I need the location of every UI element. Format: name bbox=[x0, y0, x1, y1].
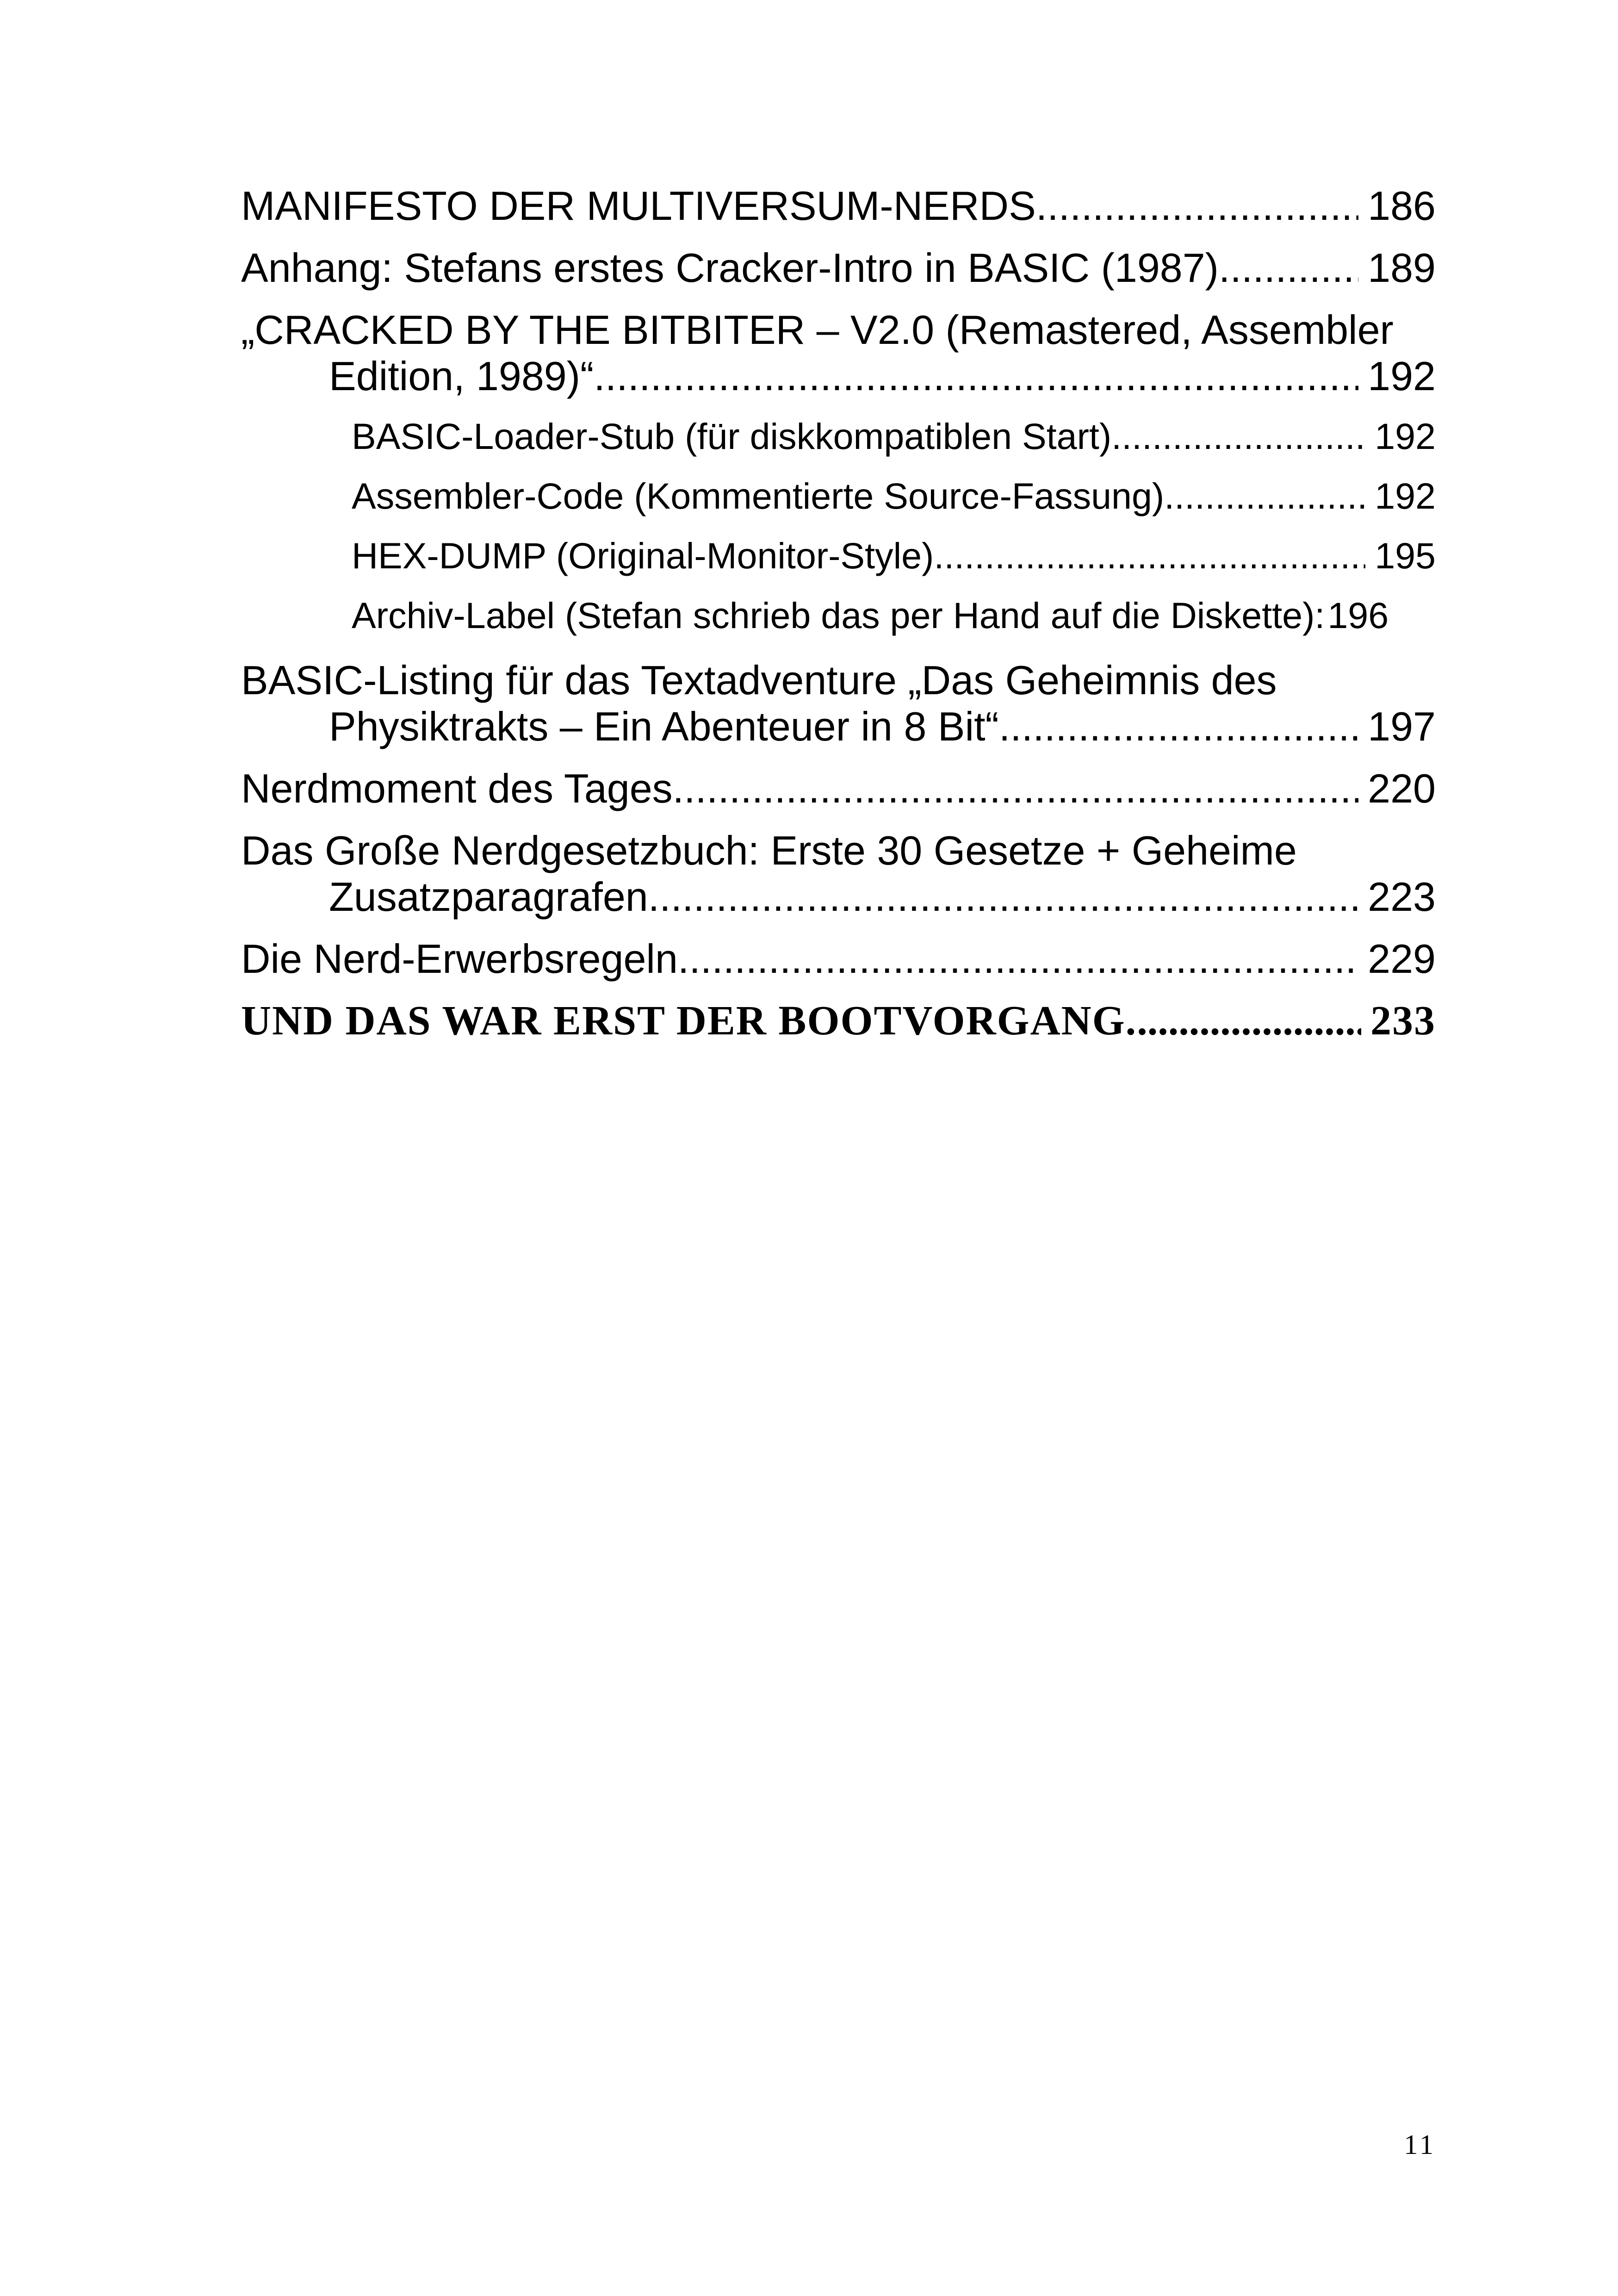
toc-leader-dots bbox=[1111, 415, 1365, 458]
toc-entry-title-line-1: BASIC-Listing für das Textadventure „Das Geheimnis des bbox=[241, 657, 1277, 703]
toc-leader-dots bbox=[594, 353, 1358, 399]
toc-entry-page: 189 bbox=[1368, 245, 1436, 291]
toc-entry-title: BASIC-Loader-Stub (für diskkompatiblen Start) bbox=[352, 416, 1112, 457]
toc-entry-page: 195 bbox=[1375, 535, 1436, 576]
page-number: 11 bbox=[1404, 2129, 1436, 2160]
toc-leader-dots bbox=[648, 874, 1358, 920]
toc-entry-page: 192 bbox=[1375, 416, 1436, 457]
toc-entry-page: 229 bbox=[1368, 936, 1436, 982]
toc-subentry-hex-dump[interactable] bbox=[352, 535, 1436, 577]
toc-entry-title-line-2: Edition, 1989)“ bbox=[329, 353, 594, 399]
toc-subentry-assembler-code[interactable] bbox=[352, 475, 1436, 517]
toc-entry-page: 192 bbox=[1368, 353, 1436, 399]
toc-entry-cracked-by-the-bitbiter[interactable] bbox=[241, 307, 1436, 399]
toc-entry-title: Assembler-Code (Kommentierte Source-Fassung) bbox=[352, 475, 1165, 516]
toc-entry-page: 233 bbox=[1370, 998, 1436, 1044]
toc-entry-page: 220 bbox=[1368, 765, 1436, 811]
toc-leader-dots bbox=[673, 765, 1359, 812]
toc-entry-title: MANIFESTO DER MULTIVERSUM-NERDS bbox=[241, 183, 1036, 229]
toc-leader-dots bbox=[1036, 183, 1358, 229]
toc-entry-page: 186 bbox=[1368, 183, 1436, 229]
toc-entry-nerd-erwerbsregeln[interactable] bbox=[241, 936, 1436, 982]
toc-entry-title: Anhang: Stefans erstes Cracker-Intro in BASIC (1987) bbox=[241, 245, 1219, 291]
toc-leader-dots bbox=[1137, 998, 1361, 1044]
toc-entry-title: HEX-DUMP (Original-Monitor-Style) bbox=[352, 535, 934, 576]
toc-entry-title: Die Nerd-Erwerbsregeln bbox=[241, 936, 678, 982]
toc-entry-title-line-2: Zusatzparagrafen bbox=[329, 874, 648, 920]
toc-entry-anhang[interactable] bbox=[241, 245, 1436, 291]
toc-entry-page: 196 bbox=[1327, 595, 1389, 636]
toc-subentry-basic-loader-stub[interactable] bbox=[352, 415, 1436, 458]
toc-entry-title-line-2: Physiktrakts – Ein Abenteuer in 8 Bit“ bbox=[329, 703, 999, 749]
toc-entry-page: 223 bbox=[1368, 874, 1436, 920]
toc-subentry-archiv-label[interactable] bbox=[352, 594, 1436, 637]
toc-entry-page: 192 bbox=[1375, 475, 1436, 516]
table-of-contents bbox=[241, 183, 1436, 1044]
toc-entry-manifesto[interactable] bbox=[241, 183, 1436, 229]
toc-entry-nerdmoment[interactable] bbox=[241, 765, 1436, 812]
toc-entry-basic-listing-textadventure[interactable] bbox=[241, 657, 1436, 750]
toc-leader-dots bbox=[999, 703, 1358, 750]
toc-leader-dots bbox=[934, 535, 1365, 577]
toc-entry-page: 197 bbox=[1368, 703, 1436, 749]
toc-entry-title: UND DAS WAR ERST DER BOOTVORGANG. bbox=[241, 998, 1137, 1044]
toc-leader-dots bbox=[1164, 475, 1365, 517]
toc-entry-nerdgesetzbuch[interactable] bbox=[241, 828, 1436, 920]
toc-entry-bootvorgang[interactable] bbox=[241, 998, 1436, 1044]
toc-leader-dots bbox=[678, 936, 1358, 982]
toc-leader-dots bbox=[1219, 245, 1358, 291]
toc-entry-title-line-1: Das Große Nerdgesetzbuch: Erste 30 Gesetze + Geheime bbox=[241, 828, 1297, 873]
toc-entry-title: Nerdmoment des Tages bbox=[241, 765, 673, 811]
toc-entry-title-line-1: „CRACKED BY THE BITBITER – V2.0 (Remastered, Assembler bbox=[241, 307, 1394, 353]
toc-entry-title: Archiv-Label (Stefan schrieb das per Hand auf die Diskette): bbox=[352, 595, 1325, 636]
